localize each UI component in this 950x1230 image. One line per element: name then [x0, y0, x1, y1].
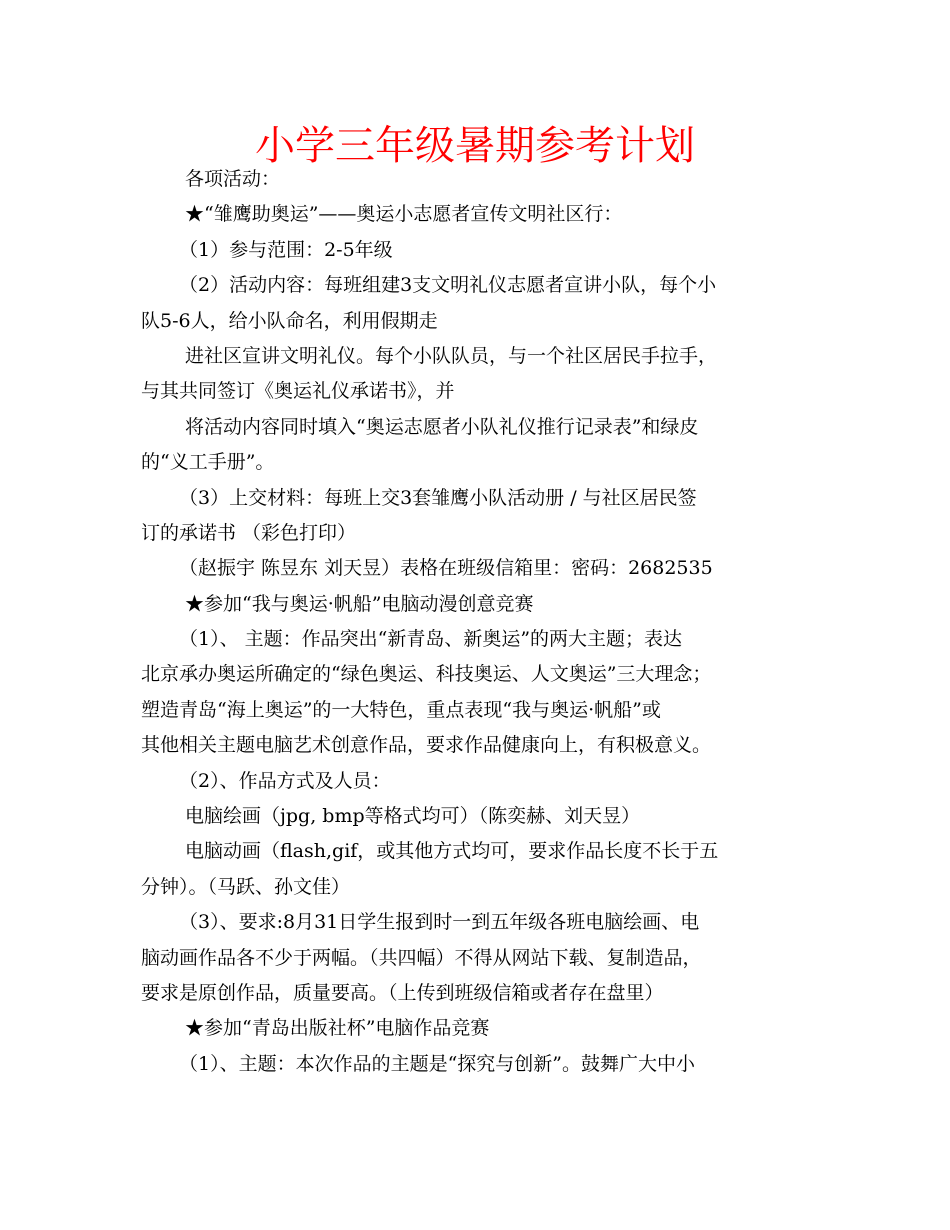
paragraph-line: （1）参与范围：2-5年级 — [179, 238, 393, 261]
paragraph-line: 电脑绘画（jpg, bmp等格式均可）（陈奕赫、刘天昱） — [185, 805, 641, 828]
document-body — [141, 162, 831, 1082]
paragraph-line: 电脑动画（flash,gif，或其他方式均可，要求作品长度不长于五 — [185, 840, 719, 863]
paragraph-line: （3）、要求:8月31日学生报到时一到五年级各班电脑绘画、电 — [179, 911, 700, 934]
paragraph-line: （赵振宇 陈昱东 刘天昱）表格在班级信箱里：密码：2682535 — [179, 557, 713, 580]
paragraph-line: 塑造青岛“海上奥运”的一大特色，重点表现“我与奥运·帆船”或 — [141, 698, 661, 721]
paragraph-line: 其他相关主题电脑艺术创意作品，要求作品健康向上，有积极意义。 — [141, 734, 712, 757]
paragraph-line: （2）活动内容：每班组建3支文明礼仪志愿者宣讲小队，每个小 — [179, 274, 717, 297]
paragraph-line: 的“义工手册”。 — [141, 451, 275, 474]
paragraph-line: （2）、作品方式及人员： — [179, 769, 391, 792]
paragraph-line: 与其共同签订《奥运礼仪承诺书》，并 — [141, 380, 455, 403]
paragraph-line: （3）上交材料：每班上交3套雏鹰小队活动册 / 与社区居民签 — [179, 486, 697, 509]
paragraph-line: 队5-6人，给小队命名，利用假期走 — [141, 309, 438, 332]
paragraph-line: 进社区宣讲文明礼仪。每个小队队员，与一个社区居民手拉手， — [185, 344, 718, 367]
paragraph-line: ★参加“青岛出版社杯”电脑作品竞赛 — [185, 1017, 490, 1040]
paragraph-line: 北京承办奥运所确定的“绿色奥运、科技奥运、人文奥运”三大理念； — [141, 663, 712, 686]
paragraph-line: 要求是原创作品，质量要高。（上传到班级信箱或者存在盘里） — [141, 981, 664, 1004]
paragraph-line: （1）、 主题：作品突出“新青岛、新奥运”的两大主题；表达 — [179, 628, 683, 651]
document-title: 小学三年级暑期参考计划 — [255, 123, 695, 169]
paragraph-line: 各项活动： — [185, 168, 281, 190]
paragraph-line: ★参加“我与奥运·帆船”电脑动漫创意竞赛 — [185, 592, 534, 615]
paragraph-line: 订的承诺书 （彩色打印） — [141, 521, 357, 544]
paragraph-line: ★“雏鹰助奥运”——奥运小志愿者宣传文明社区行： — [185, 203, 623, 226]
paragraph-line: 脑动画作品各不少于两幅。（共四幅）不得从网站下载、复制造品， — [141, 946, 702, 969]
paragraph-line: （1）、主题：本次作品的主题是“探究与创新”。鼓舞广大中小 — [179, 1052, 696, 1075]
paragraph-line: 分钟）。（马跃、孙文佳） — [141, 875, 351, 898]
paragraph-line: 将活动内容同时填入“奥运志愿者小队礼仪推行记录表”和绿皮 — [185, 415, 699, 438]
